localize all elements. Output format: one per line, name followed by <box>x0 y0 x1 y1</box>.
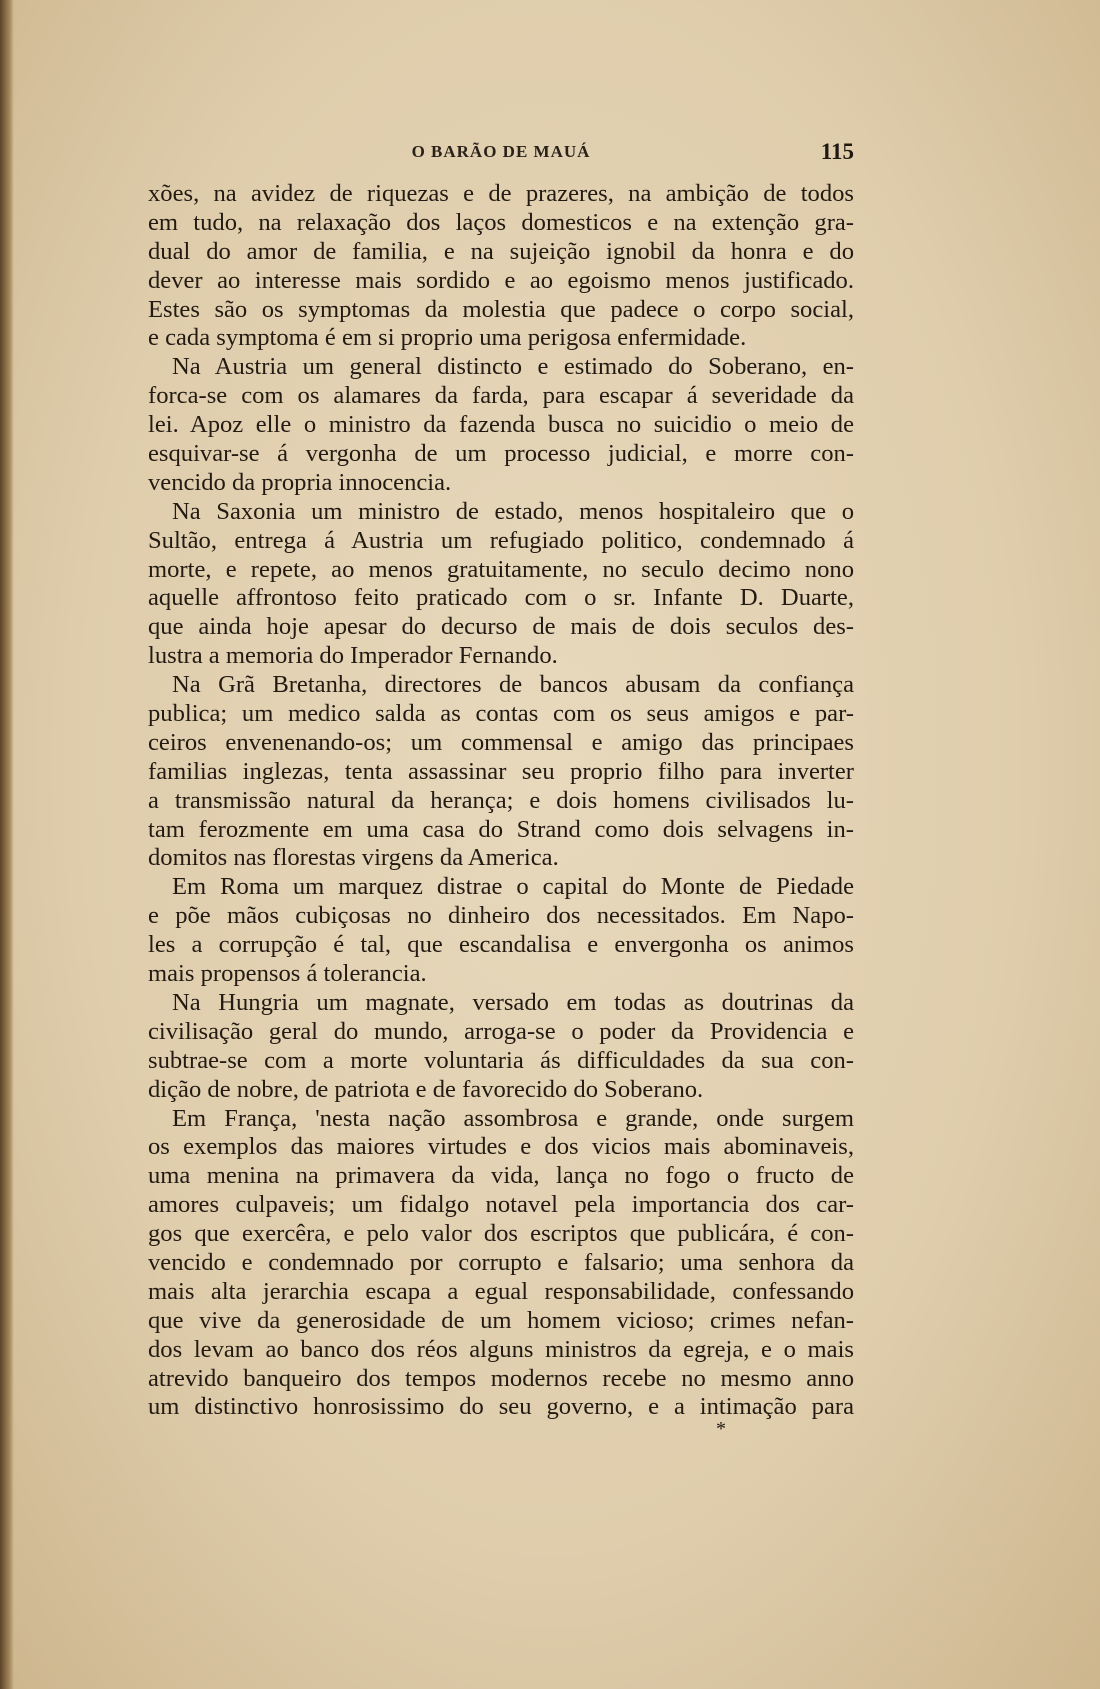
text-line: morte, e repete, ao menos gratuitamente, no seculo decimo nono <box>148 555 854 583</box>
text-line: esquivar-se á vergonha de um processo judicial, e morre con- <box>148 440 854 468</box>
text-line: dual do amor de familia, e na sujeição ignobil da honra e do <box>148 237 854 265</box>
page-header <box>148 139 854 172</box>
text-line: gos que exercêra, e pelo valor dos escriptos que publicára, é con- <box>148 1220 854 1248</box>
text-line: mais alta jerarchia escapa a egual responsabilidade, confessando <box>148 1277 854 1305</box>
text-line: Sultão, entrega á Austria um refugiado politico, condemnado á <box>148 526 854 554</box>
text-line: dever ao interesse mais sordido e ao egoismo menos justificado. <box>148 266 854 294</box>
text-line: os exemplos das maiores virtudes e dos vicios mais abominaveis, <box>148 1133 854 1161</box>
text-line: a transmissão natural da herança; e dois homens civilisados lu- <box>148 786 854 814</box>
text-line: Na Saxonia um ministro de estado, menos hospitaleiro que o <box>172 497 854 525</box>
text-line: e põe mãos cubiçosas no dinheiro dos necessitados. Em Napo- <box>148 902 854 930</box>
text-line: um distinctivo honrosissimo do seu governo, e a intimação para <box>148 1393 854 1421</box>
text-line: vencido da propria innocencia. <box>148 468 452 496</box>
text-line: amores culpaveis; um fidalgo notavel pela importancia dos car- <box>148 1191 854 1219</box>
signature-mark: * <box>716 1418 726 1440</box>
text-line: e cada symptoma é em si proprio uma perigosa enfermidade. <box>148 324 747 352</box>
page-number: 115 <box>820 139 854 164</box>
text-line: ceiros envenenando-os; um commensal e amigo das principaes <box>148 728 854 756</box>
text-line: uma menina na primavera da vida, lança no fogo o fructo de <box>148 1162 854 1190</box>
text-line: vencido e condemnado por corrupto e falsario; uma senhora da <box>148 1248 854 1276</box>
text-line: forca-se com os alamares da farda, para escapar á severidade da <box>148 382 854 410</box>
page-binding-edge <box>0 0 14 1689</box>
text-line: dos levam ao banco dos réos alguns ministros da egreja, e o mais <box>148 1335 854 1363</box>
text-line: subtrae-se com a morte voluntaria ás difficuldades da sua con- <box>148 1046 854 1074</box>
text-line: domitos nas florestas virgens da America. <box>148 844 559 872</box>
text-line: que vive da generosidade de um homem vicioso; crimes nefan- <box>148 1306 854 1334</box>
body-text <box>148 180 854 1422</box>
text-line: xões, na avidez de riquezas e de prazeres, na ambição de todos <box>148 180 854 207</box>
text-line: civilisação geral do mundo, arroga-se o poder da Providencia e <box>148 1017 854 1045</box>
text-line: em tudo, na relaxação dos laços domesticos e na extenção gra- <box>148 208 854 236</box>
text-line: atrevido banqueiro dos tempos modernos recebe no mesmo anno <box>148 1364 854 1392</box>
text-line: Em Roma um marquez distrae o capital do Monte de Piedade <box>172 873 854 901</box>
running-title: O BARÃO DE MAUÁ <box>411 142 591 161</box>
text-line: les a corrupção é tal, que escandalisa e envergonha os animos <box>148 931 854 959</box>
text-line: Na Austria um general distincto e estimado do Soberano, en- <box>172 353 854 381</box>
text-line: Estes são os symptomas da molestia que padece o corpo social, <box>148 295 854 323</box>
text-line: familias inglezas, tenta assassinar seu proprio filho para inverter <box>148 757 854 785</box>
text-line: que ainda hoje apesar do decurso de mais de dois seculos des- <box>148 613 854 641</box>
text-line: Na Hungria um magnate, versado em todas as doutrinas da <box>172 988 854 1016</box>
text-line: Na Grã Bretanha, directores de bancos abusam da confiança <box>172 671 854 699</box>
text-line: lei. Apoz elle o ministro da fazenda busca no suicidio o meio de <box>148 411 854 439</box>
text-line: mais propensos á tolerancia. <box>148 960 427 988</box>
text-line: Em França, 'nesta nação assombrosa e grande, onde surgem <box>172 1104 854 1132</box>
text-line: lustra a memoria do Imperador Fernando. <box>148 642 558 670</box>
text-line: publica; um medico salda as contas com os seus amigos e par- <box>148 700 854 728</box>
text-line: dição de nobre, de patriota e de favorecido do Soberano. <box>148 1075 704 1103</box>
text-line: aquelle affrontoso feito praticado com o sr. Infante D. Duarte, <box>148 584 854 612</box>
text-line: tam ferozmente em uma casa do Strand como dois selvagens in- <box>148 815 854 843</box>
